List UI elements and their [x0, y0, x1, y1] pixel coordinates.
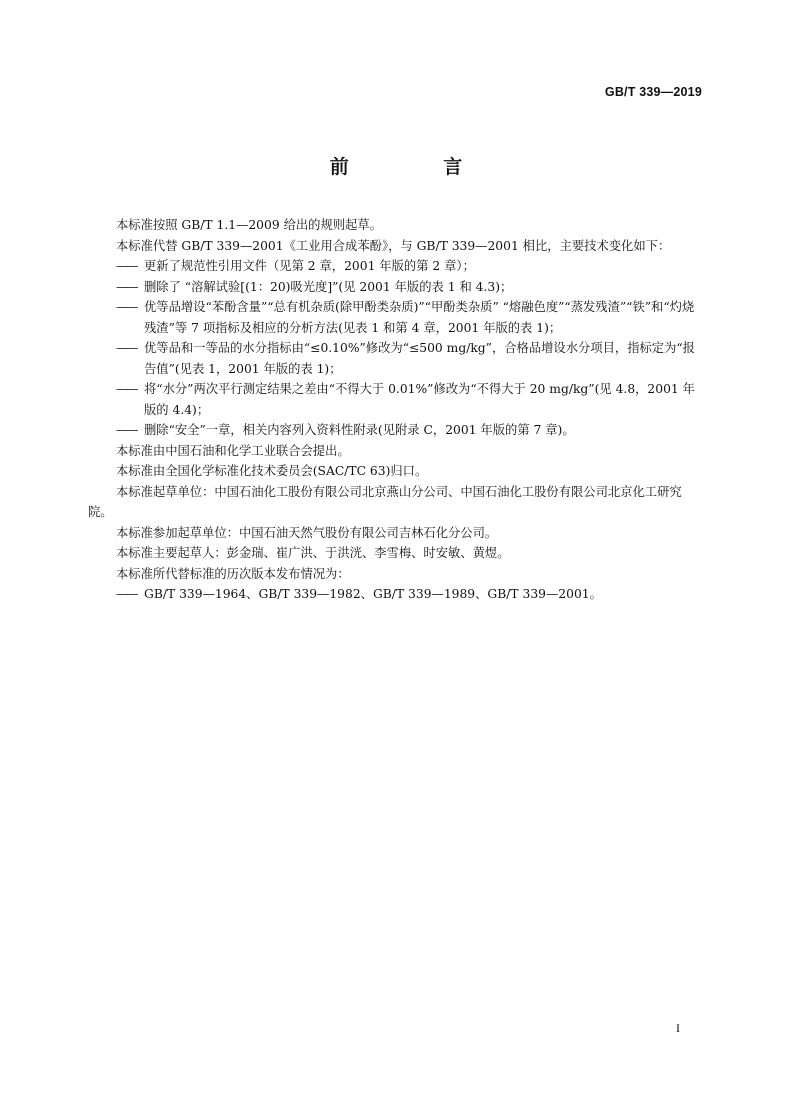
- paragraph: 本标准由中国石油和化学工业联合会提出。: [116, 443, 350, 458]
- list-dash: ——: [116, 300, 137, 314]
- dash-list-item: [88, 584, 702, 605]
- paragraph: 本标准按照 GB/T 1.1—2009 给出的规则起草。: [116, 218, 382, 232]
- dash-list-item: [88, 277, 702, 298]
- list-item-text: 优等品和一等品的水分指标由“≤0.10%”修改为“≤500 mg/kg”，合格品增设水分项目，指标定为“报告值”(见表 1，2001 年版的表 1)；: [144, 341, 695, 376]
- list-dash: ——: [116, 259, 137, 273]
- page-title: 前 言: [329, 156, 507, 178]
- page-number: I: [676, 1021, 680, 1035]
- paragraph: 本标准主要起草人：彭金瑞、崔广洪、于洪洸、李雪梅、时安敏、黄煜。: [116, 546, 510, 560]
- paragraph: 本标准由全国化学标准化技术委员会(SAC/TC 63)归口。: [116, 464, 428, 478]
- standard-number: GB/T 339—2019: [604, 85, 702, 99]
- list-dash: ——: [116, 587, 137, 601]
- list-item-text: GB/T 339—1964、GB/T 339—1982、GB/T 339—1989、GB/T 339—2001。: [144, 587, 602, 601]
- list-dash: ——: [116, 279, 137, 294]
- dash-list-item: [88, 297, 702, 338]
- list-dash: ——: [116, 382, 137, 396]
- dash-list-item: [88, 420, 702, 441]
- list-item-text: 将“水分”两次平行测定结果之差由“不得大于 0.01%”修改为“不得大于 20 mg/kg”(见 4.8，2001 年版的 4.4)；: [144, 382, 695, 417]
- list-item-text: 删除了 “溶解试验[(1：20)吸光度]”(见 2001 年版的表 1 和 4.3)；: [144, 279, 513, 294]
- foreword-content: [88, 215, 702, 605]
- list-item-text: 更新了规范性引用文件（见第 2 章，2001 年版的第 2 章）；: [144, 259, 475, 273]
- list-item-text: 优等品增设“苯酚含量”“总有机杂质(除甲酚类杂质)”“甲酚类杂质” “熔融色度”“蒸发残渣”“铁”和“灼烧残渣”等 7 项指标及相应的分析方法(见表 1 和第 4 章，2001 年版的表 1)；: [144, 300, 695, 335]
- paragraph: 本标准代替 GB/T 339—2001《工业用合成苯酚》，与 GB/T 339—2001 相比，主要技术变化如下：: [116, 238, 671, 253]
- paragraph: 本标准起草单位：中国石油化工股份有限公司北京燕山分公司、中国石油化工股份有限公司北京化工研究院。: [88, 484, 682, 519]
- paragraph: 本标准所代替标准的历次版本发布情况为：: [116, 566, 350, 581]
- paragraph: 本标准参加起草单位：中国石油天然气股份有限公司吉林石化分公司。: [116, 525, 498, 540]
- dash-list-item: [88, 338, 702, 379]
- list-dash: ——: [116, 341, 137, 355]
- dash-list-item: [88, 256, 702, 277]
- list-item-text: 删除“安全”一章，相关内容列入资料性附录(见附录 C，2001 年版的第 7 章)。: [144, 423, 575, 437]
- list-dash: ——: [116, 423, 137, 437]
- dash-list-item: [88, 379, 702, 420]
